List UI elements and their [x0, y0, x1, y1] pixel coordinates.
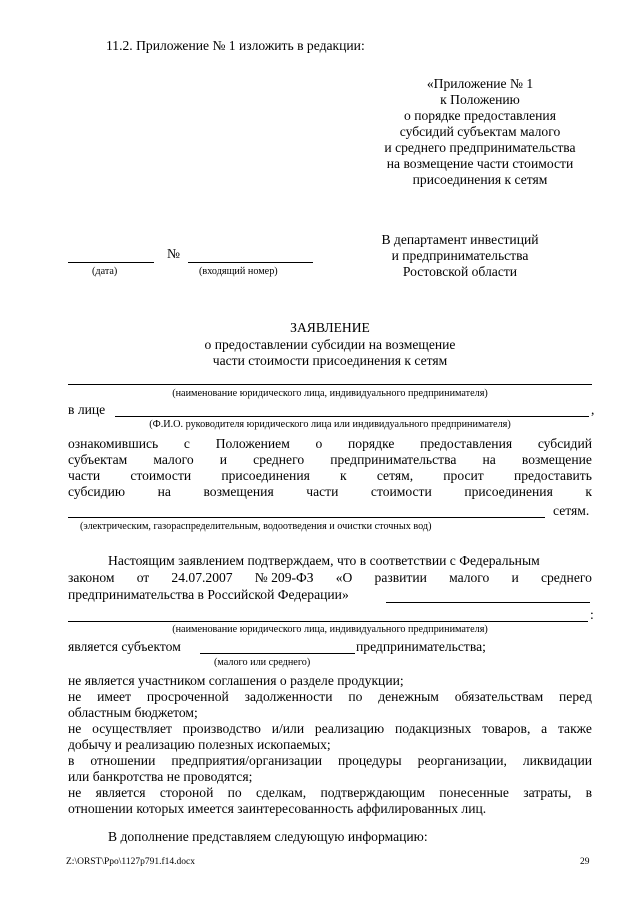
- appendix-line: на возмещение части стоимости: [386, 156, 574, 171]
- condition-item: [68, 785, 592, 817]
- word: и/или: [271, 721, 305, 736]
- word: стороной: [159, 785, 214, 800]
- word: субъектам: [68, 452, 128, 467]
- condition-line: областным бюджетом;: [68, 705, 198, 720]
- word: № 209-ФЗ: [254, 570, 314, 585]
- word: понесенные: [439, 785, 509, 800]
- word: присоединения: [221, 468, 310, 483]
- word: законом: [68, 570, 115, 585]
- word: имеет: [97, 689, 132, 704]
- condition-line: [68, 785, 592, 801]
- comma: ,: [591, 402, 595, 417]
- condition-item: [68, 673, 592, 689]
- word: а: [541, 721, 548, 736]
- word: 24.07.2007: [171, 570, 233, 585]
- para2-line2: [68, 570, 592, 586]
- word: обязательствам: [454, 689, 544, 704]
- word: в: [68, 753, 75, 768]
- word: на: [482, 452, 496, 467]
- appendix-line: субсидий субъектам малого: [399, 124, 561, 139]
- word: не: [68, 721, 82, 736]
- word: денежным: [378, 689, 439, 704]
- word: перед: [559, 689, 592, 704]
- condition-line: [68, 753, 592, 769]
- networks-line: [68, 517, 545, 518]
- director-line: [115, 416, 589, 417]
- size-caption: (малого или среднего): [214, 657, 311, 668]
- paragraph-request: [68, 436, 592, 500]
- word: части: [68, 468, 101, 483]
- word: по: [348, 689, 363, 704]
- para2-line1: Настоящим заявлением подтверждаем, что в соответствии с Федеральным: [108, 553, 540, 568]
- word: осуществляет: [92, 721, 172, 736]
- is-subject-prefix: является субъектом: [68, 639, 181, 654]
- word: просроченной: [146, 689, 229, 704]
- word: к: [585, 484, 592, 499]
- word: к: [340, 468, 347, 483]
- word: субсидию: [68, 484, 126, 499]
- colon: :: [590, 607, 594, 622]
- word: сделкам,: [255, 785, 307, 800]
- word: порядке: [348, 436, 395, 451]
- application-subtitle: [0, 337, 640, 369]
- appendix-line: и среднего предпринимательства: [384, 140, 576, 155]
- entity-caption: (наименование юридического лица, индивидуального предпринимателя): [172, 388, 488, 399]
- paragraph-line: [68, 484, 592, 500]
- word: среднего: [540, 570, 592, 585]
- footer-path: Z:\ORST\Ppo\1127p791.f14.docx: [66, 857, 195, 867]
- entity-caption-2: (наименование юридического лица, индивидуального предпринимателя): [172, 624, 488, 635]
- word: развитии: [374, 570, 427, 585]
- entity-line: [68, 384, 592, 385]
- appendix-line: «Приложение № 1: [426, 76, 534, 91]
- director-caption: (Ф.И.О. руководителя юридического лица или индивидуального предпринимателя): [149, 419, 511, 430]
- word: также: [557, 721, 592, 736]
- word: субсидий: [537, 436, 592, 451]
- word: товаров,: [482, 721, 531, 736]
- page-number: 29: [580, 857, 590, 867]
- word: ликвидации: [522, 753, 592, 768]
- appendix-block: [360, 76, 600, 188]
- word: и: [511, 570, 519, 585]
- word: процедуры: [338, 753, 402, 768]
- conditions-list: [68, 673, 592, 817]
- appendix-line: к Положению: [440, 92, 520, 107]
- department-line: и предпринимательства: [391, 248, 529, 263]
- subtitle-line: о предоставлении субсидии на возмещение: [204, 337, 456, 352]
- size-line: [200, 653, 355, 654]
- networks-caption: (электрическим, газораспределительным, водоотведения и очистки сточных вод): [80, 521, 432, 532]
- word: предприятия/организации: [171, 753, 323, 768]
- word: предоставить: [513, 468, 592, 483]
- word: возмещения: [203, 484, 274, 499]
- word: присоединения: [464, 484, 553, 499]
- date-line: [68, 262, 154, 263]
- condition-item: [68, 689, 592, 721]
- word: не: [68, 689, 82, 704]
- word: реализацию: [314, 721, 385, 736]
- condition-line: добычу и реализацию полезных ископаемых;: [68, 737, 331, 752]
- networks-word: сетям.: [553, 503, 590, 518]
- heading-line: 11.2. Приложение № 1 изложить в редакции:: [106, 38, 365, 53]
- word: возмещение: [521, 452, 592, 467]
- paragraph-line: [68, 452, 592, 468]
- word: и: [219, 452, 228, 467]
- word: подтверждающим: [320, 785, 425, 800]
- word: просит: [443, 468, 484, 483]
- entity-line-2: [68, 621, 588, 622]
- word: стоимости: [370, 484, 432, 499]
- condition-item: [68, 721, 592, 753]
- word: сетям,: [376, 468, 414, 483]
- word: части: [306, 484, 339, 499]
- para2-line3: предпринимательства в Российской Федерации»: [68, 587, 349, 602]
- department-line: В департамент инвестиций: [381, 232, 539, 247]
- paragraph-line: [68, 436, 592, 452]
- word: подакцизных: [394, 721, 472, 736]
- appendix-line: о порядке предоставления: [404, 108, 556, 123]
- word: задолженности: [244, 689, 333, 704]
- word: не: [68, 785, 82, 800]
- word: с: [183, 436, 190, 451]
- word: реорганизации,: [417, 753, 507, 768]
- word: среднего: [253, 452, 305, 467]
- department-block: [360, 232, 560, 280]
- word: от: [136, 570, 150, 585]
- word: по: [227, 785, 242, 800]
- word: малого: [449, 570, 490, 585]
- word: ознакомившись: [68, 436, 159, 451]
- word: стоимости: [130, 468, 192, 483]
- para2-line3-blank: [386, 602, 590, 603]
- department-line: Ростовской области: [402, 264, 518, 279]
- incoming-number-caption: (входящий номер): [199, 266, 278, 277]
- condition-item: [68, 753, 592, 785]
- word: на: [157, 484, 171, 499]
- condition-line: или банкротства не проводятся;: [68, 769, 253, 784]
- condition-line: не является участником соглашения о разделе продукции;: [68, 673, 404, 688]
- application-title: ЗАЯВЛЕНИЕ: [290, 320, 370, 335]
- word: отношении: [90, 753, 156, 768]
- word: предоставления: [420, 436, 513, 451]
- word: «О: [335, 570, 353, 585]
- word: производство: [182, 721, 261, 736]
- number-sign: №: [167, 246, 180, 261]
- subtitle-line: части стоимости присоединения к сетям: [212, 353, 448, 368]
- in-person-label: в лице: [68, 402, 106, 417]
- word: о: [315, 436, 323, 451]
- word: в: [585, 785, 592, 800]
- word: предпринимательства: [330, 452, 457, 467]
- appendix-line: присоединения к сетям: [412, 172, 548, 187]
- date-caption: (дата): [92, 266, 118, 277]
- word: затраты,: [523, 785, 572, 800]
- paragraph-line: [68, 468, 592, 484]
- incoming-number-line: [188, 262, 313, 263]
- word: малого: [153, 452, 194, 467]
- condition-line: отношении которых имеется заинтересованность аффилированных лиц.: [68, 801, 487, 816]
- word: Положением: [215, 436, 290, 451]
- is-subject-suffix: предпринимательства;: [356, 639, 486, 654]
- condition-line: [68, 689, 592, 705]
- condition-line: [68, 721, 592, 737]
- word: является: [95, 785, 146, 800]
- closing-line: В дополнение представляем следующую информацию:: [108, 829, 428, 844]
